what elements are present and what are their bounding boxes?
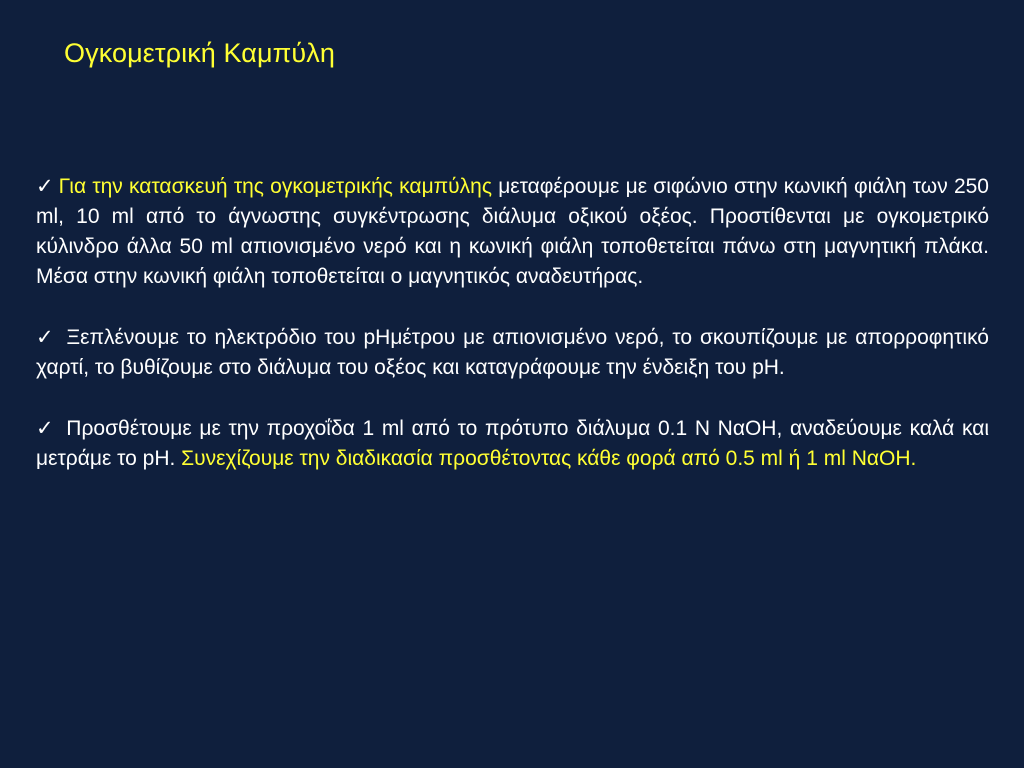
bullet-item-2 [36, 323, 989, 383]
bullet-text: μεταφέρουμε με σιφώνιο στην κωνική φιάλη των 250 ml, 10 ml από το άγνωστης συγκέντρωσης διάλυμα οξικού οξέος. Προστίθενται με ογκομετρικό κύλινδρο άλλα 50 ml απιονισμένο νερό και η κωνική φιάλη τοποθετείται πάνω στη μαγνητική πλάκα. Μέσα στην κωνική φιάλη τοποθετείται ο μαγνητικός αναδευτήρας. [36, 175, 989, 288]
bullet-item-1 [36, 172, 989, 292]
slide-title: Ογκομετρική Καμπύλη [64, 38, 335, 68]
bullet-text: Ξεπλένουμε το ηλεκτρόδιο του pHμέτρου με απιονισμένο νερό, το σκουπίζουμε με απορροφητικό χαρτί, το βυθίζουμε στο διάλυμα του οξέος και καταγράφουμε την ένδειξη του pH. [36, 326, 989, 379]
bullet-text: Προσθέτουμε με την προχοΐδα 1 ml από το πρότυπο διάλυμα 0.1 Ν ΝαΟΗ, αναδεύουμε καλά και μετράμε το pH. [36, 417, 989, 470]
checkmark-icon: ✓ [36, 175, 54, 198]
bullet-highlight: Συνεχίζουμε την διαδικασία προσθέτοντας κάθε φορά από 0.5 ml ή 1 ml ΝαΟΗ. [181, 447, 917, 470]
checkmark-icon: ✓ [36, 326, 54, 349]
checkmark-icon: ✓ [36, 417, 54, 440]
slide-content [36, 172, 989, 505]
bullet-highlight: Για την κατασκευή της ογκομετρικής καμπύλης [58, 175, 492, 198]
bullet-item-3 [36, 414, 989, 474]
